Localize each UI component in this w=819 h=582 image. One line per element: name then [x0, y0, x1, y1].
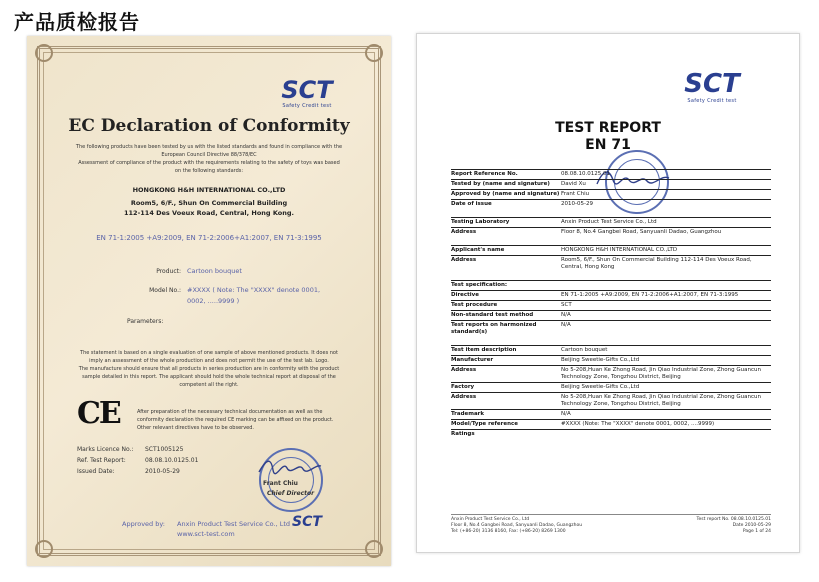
report-row-value: #XXXX (Note: The "XXXX" denote 0001, 0002, ....9999) — [561, 421, 715, 427]
report-row-key: Trademark — [451, 411, 485, 417]
report-row-value: David Xu — [561, 181, 586, 187]
report-row-key: Ratings — [451, 431, 475, 437]
model-label: Model No.: — [149, 287, 181, 294]
product-label: Product: — [156, 268, 181, 275]
report-row — [451, 310, 771, 320]
report-row-value: HONGKONG H&H INTERNATIONAL CO.,LTD — [561, 247, 678, 253]
approved-by-value: Anxin Product Test Service Co., Ltd — [177, 520, 291, 528]
page-heading: 产品质检报告 — [14, 10, 140, 34]
report-row-value: Cartoon bouquet — [561, 347, 608, 353]
report-row — [451, 365, 771, 382]
report-row-key: Tested by (name and signature) — [451, 181, 550, 187]
report-row — [451, 409, 771, 419]
report-row — [451, 300, 771, 310]
ec-declaration-certificate — [27, 36, 391, 566]
model-value-1: #XXXX ( Note: The "XXXX" denote 0001, — [187, 286, 321, 294]
website: www.sct-test.com — [177, 530, 235, 538]
report-title-main: TEST REPORT — [555, 120, 661, 136]
report-row-value: N/A — [561, 322, 571, 328]
report-row-value: Frant Chiu — [561, 191, 590, 197]
report-row — [451, 199, 771, 209]
report-row — [451, 345, 771, 355]
report-row — [451, 217, 771, 227]
signer-title: Chief Director — [267, 490, 315, 497]
report-row-key: Address — [451, 394, 477, 400]
report-row-key: Model/Type reference — [451, 421, 518, 427]
report-row — [451, 179, 771, 189]
statement-text: The statement is based on a single evaluation of one sample of above mentioned products. It does not imply an assessment of the whole production and does not permit the use of the test lab. Logo. The manufacture should ensure that all products in series production are in conformity with the product sample detailed in this report. The applicant should hold the whole technical report at disposal of the competent all the right. — [78, 350, 340, 388]
report-row-value: Floor 8, No.4 Gangbei Road, Sanyuanli Dadao, Guangzhou — [561, 229, 722, 235]
corner-ornament — [365, 44, 383, 62]
corner-ornament — [35, 540, 53, 558]
ce-note: After preparation of the necessary technical documentation as well as the conformity declaration the required CE marking can be affixed on the product. Other relevant directives have to be observed. — [137, 409, 334, 431]
sct-logo-small: SCT — [292, 514, 322, 530]
ref-value: 08.08.10.0125.01 — [145, 457, 199, 464]
report-row-value: No 5-208,Huan Ke Zhong Road, Jin Qiao Industrial Zone, Zhong Guancun Technology Zone, Tongzhou District, Beijing — [561, 394, 762, 407]
report-row-key: Applicant's name — [451, 247, 505, 253]
sct-logo-tagline: Safety Credit test — [282, 103, 332, 109]
report-row-value: N/A — [561, 312, 571, 318]
footer-right: Test report No. 08.08.10.0125.01 Date 2010-05-29 Page 1 of 24 — [696, 517, 771, 534]
corner-ornament — [365, 540, 383, 558]
approved-by-label: Approved by: — [122, 520, 165, 528]
report-row-value — [561, 431, 771, 438]
report-footer — [451, 514, 771, 535]
report-row-key: Test specification: — [451, 282, 508, 288]
product-value: Cartoon bouquet — [187, 267, 242, 275]
licence-label: Marks Licence No.: — [77, 446, 134, 453]
intro-text: The following products have been tested by us with the listed standards and found in compliance with the European Council Directive 88/378/EC Assessment of compliance of the product with the requirements relating to the safety of toys was based on the following standards: — [75, 144, 343, 174]
report-row — [451, 392, 771, 409]
report-group-applicant — [451, 245, 771, 272]
report-row — [451, 290, 771, 300]
report-row-value — [561, 282, 771, 289]
report-row — [451, 382, 771, 392]
report-row-key: Directive — [451, 292, 479, 298]
report-row-value: Beijing Sweetie-Gifts Co.,Ltd — [561, 384, 640, 390]
report-row-key: Test item description — [451, 347, 517, 353]
report-row-key: Test procedure — [451, 302, 498, 308]
report-group-specification — [451, 280, 771, 337]
report-row-key: Approved by (name and signature) — [451, 191, 560, 197]
test-report-page — [416, 33, 800, 553]
report-row-value: Beijing Sweetie-Gifts Co.,Ltd — [561, 357, 640, 363]
standards-list: EN 71-1:2005 +A9:2009, EN 71-2:2006+A1:2007, EN 71-3:1995 — [96, 234, 322, 242]
sct-logo-tagline: Safety Credit test — [687, 98, 737, 104]
certificate-title: EC Declaration of Conformity — [68, 116, 350, 136]
report-row-key: Address — [451, 257, 477, 263]
signature-icon — [255, 456, 325, 478]
company-address-2: 112-114 Des Voeux Road, Central, Hong Kong. — [124, 209, 294, 217]
report-row — [451, 419, 771, 429]
model-value-2: 0002, .....9999 ) — [187, 297, 240, 305]
issued-label: Issued Date: — [77, 468, 115, 475]
report-row-value: No 5-208,Huan Ke Zhong Road, Jin Qiao Industrial Zone, Zhong Guancun Technology Zone, Tongzhou District, Beijing — [561, 367, 762, 380]
report-row-key: Testing Laboratory — [451, 219, 510, 225]
report-row — [451, 245, 771, 255]
report-table — [451, 169, 771, 439]
ce-mark-icon: CE — [77, 396, 120, 431]
report-row — [451, 255, 771, 272]
licence-value: SCT1005125 — [145, 446, 184, 453]
report-row-key: Address — [451, 367, 477, 373]
report-title — [417, 120, 799, 154]
report-row — [451, 227, 771, 237]
sct-logo: SCT — [684, 69, 740, 99]
report-group-issue — [451, 169, 771, 209]
signer-name: Frant Chiu — [263, 480, 298, 487]
report-row — [451, 280, 771, 290]
company-address-1: Room5, 6/F., Shun On Commercial Building — [130, 199, 288, 207]
company-name: HONGKONG H&H INTERNATIONAL CO.,LTD — [132, 186, 286, 194]
ref-label: Ref. Test Report: — [77, 457, 126, 464]
corner-ornament — [35, 44, 53, 62]
report-group-laboratory — [451, 217, 771, 237]
report-row-key: Test reports on harmonized standard(s) — [451, 322, 537, 335]
report-row-key: Date of issue — [451, 201, 492, 207]
report-group-item — [451, 345, 771, 439]
sct-logo: SCT — [281, 76, 333, 104]
parameters-label: Parameters: — [127, 318, 164, 325]
report-row-key: Non-standard test method — [451, 312, 534, 318]
report-row — [451, 429, 771, 439]
report-row — [451, 355, 771, 365]
report-row-value: EN 71-1:2005 +A9:2009, EN 71-2:2006+A1:2007, EN 71-3:1995 — [561, 292, 739, 298]
report-row-key: Manufacturer — [451, 357, 494, 363]
report-row-key: Address — [451, 229, 477, 235]
footer-left: Anxin Product Test Service Co., Ltd Floor 8, No.4 Gangbei Road, Sanyuanli Dadao, Guangzhou Tel: (+86-20) 3136 8160, Fax: (+86-20) 8269 1300 — [451, 517, 583, 534]
report-row — [451, 169, 771, 179]
report-row-value: 2010-05-29 — [561, 201, 593, 207]
report-subtitle: EN 71 — [585, 137, 631, 153]
report-row-key: Report Reference No. — [451, 171, 518, 177]
report-row-value: Anxin Product Test Service Co., Ltd — [561, 219, 657, 225]
report-row-value: N/A — [561, 411, 571, 417]
report-row — [451, 189, 771, 199]
issued-value: 2010-05-29 — [145, 468, 180, 475]
report-row — [451, 320, 771, 337]
report-row-value: SCT — [561, 302, 572, 308]
report-row-key: Factory — [451, 384, 475, 390]
report-row-value: 08.08.10.0125.01 — [561, 171, 610, 177]
report-row-value: Room5, 6/F., Shun On Commercial Building 112-114 Des Voeux Road, Central, Hong Kong — [561, 257, 752, 270]
